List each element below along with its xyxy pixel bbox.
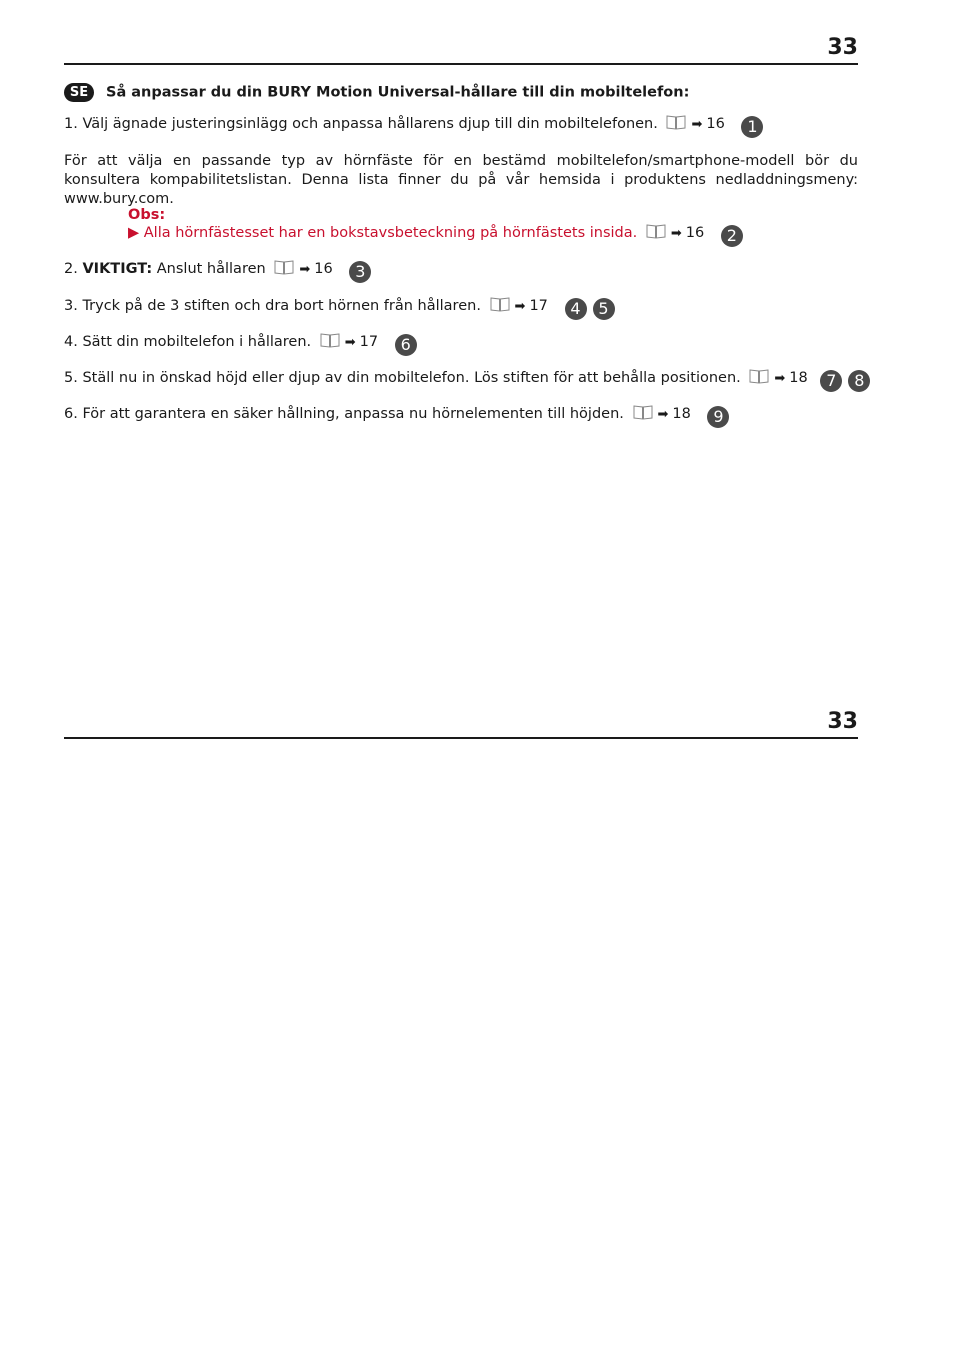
page-number-bottom: 33 bbox=[827, 709, 858, 734]
step-4-text: 4. Sätt din mobiltelefon i hållaren. bbox=[64, 334, 312, 350]
note-bullet-icon: ▶ bbox=[128, 225, 140, 241]
section-heading-row bbox=[64, 83, 689, 103]
note-title-text: Obs: bbox=[128, 207, 166, 223]
page-ref: 18 bbox=[789, 370, 808, 386]
arrow-right-icon: ➡ bbox=[774, 371, 786, 386]
book-icon bbox=[749, 369, 769, 384]
step-badge-2: 2 bbox=[721, 225, 743, 247]
step-badge-5: 5 bbox=[593, 298, 615, 320]
note-text: Alla hörnfästesset har en bokstavsbeteckning på hörnfästets insida. bbox=[143, 225, 638, 241]
bottom-rule bbox=[64, 737, 858, 739]
step-6 bbox=[64, 405, 729, 428]
step-badge-3: 3 bbox=[349, 261, 371, 283]
step-3 bbox=[64, 297, 615, 320]
page-ref: 16 bbox=[314, 261, 333, 277]
language-badge: SE bbox=[64, 83, 94, 102]
book-icon bbox=[320, 333, 340, 348]
section-heading: Så anpassar du din BURY Motion Universal-hållare till din mobiltelefon: bbox=[106, 84, 690, 101]
book-icon bbox=[666, 115, 686, 130]
note-row bbox=[128, 224, 743, 247]
step-5-text: 5. Ställ nu in önskad höjd eller djup av din mobiltelefon. Lös stiften för att behålla positionen. bbox=[64, 370, 741, 386]
book-icon bbox=[646, 224, 666, 239]
step-1-text: 1. Välj ägnade justeringsinlägg och anpassa hållarens djup till din mobiltelefonen. bbox=[64, 116, 658, 132]
page-ref: 16 bbox=[685, 225, 705, 241]
step-2-number: 2. bbox=[64, 261, 78, 277]
arrow-right-icon: ➡ bbox=[657, 407, 669, 422]
step-5 bbox=[64, 369, 870, 392]
page-ref: 16 bbox=[706, 116, 725, 132]
step-badge-7: 7 bbox=[820, 370, 842, 392]
book-icon bbox=[490, 297, 510, 312]
step-2 bbox=[64, 260, 371, 283]
step-4 bbox=[64, 333, 417, 356]
step-badge-6: 6 bbox=[395, 334, 417, 356]
arrow-right-icon: ➡ bbox=[299, 262, 311, 277]
arrow-right-icon: ➡ bbox=[344, 335, 356, 350]
step-1 bbox=[64, 115, 763, 138]
step-6-text: 6. För att garantera en säker hållning, anpassa nu hörnelementen till höjden. bbox=[64, 406, 624, 422]
book-icon bbox=[274, 260, 294, 275]
intro-paragraph: För att välja en passande typ av hörnfäste för en bestämd mobiltelefon/smartphone-modell bör du konsultera kompabilitetslistan. Denna lista finner du på vår hemsida i produktens nedladdningsmeny: www.bury.com. bbox=[64, 153, 858, 207]
note-title bbox=[128, 206, 165, 225]
arrow-right-icon: ➡ bbox=[514, 299, 526, 314]
step-2-important: VIKTIGT: bbox=[82, 261, 153, 277]
step-3-text: 3. Tryck på de 3 stiften och dra bort hörnen från hållaren. bbox=[64, 298, 481, 314]
arrow-right-icon: ➡ bbox=[670, 226, 682, 241]
step-badge-9: 9 bbox=[707, 406, 729, 428]
step-badge-8: 8 bbox=[848, 370, 870, 392]
step-2-text: Anslut hållaren bbox=[156, 261, 266, 277]
step-badge-1: 1 bbox=[741, 116, 763, 138]
page-ref: 17 bbox=[359, 334, 379, 350]
page-number-top: 33 bbox=[827, 35, 858, 60]
step-badge-4: 4 bbox=[565, 298, 587, 320]
arrow-right-icon: ➡ bbox=[691, 117, 703, 132]
page-ref: 17 bbox=[529, 298, 548, 314]
top-rule bbox=[64, 63, 858, 65]
page-ref: 18 bbox=[672, 406, 691, 422]
book-icon bbox=[633, 405, 653, 420]
